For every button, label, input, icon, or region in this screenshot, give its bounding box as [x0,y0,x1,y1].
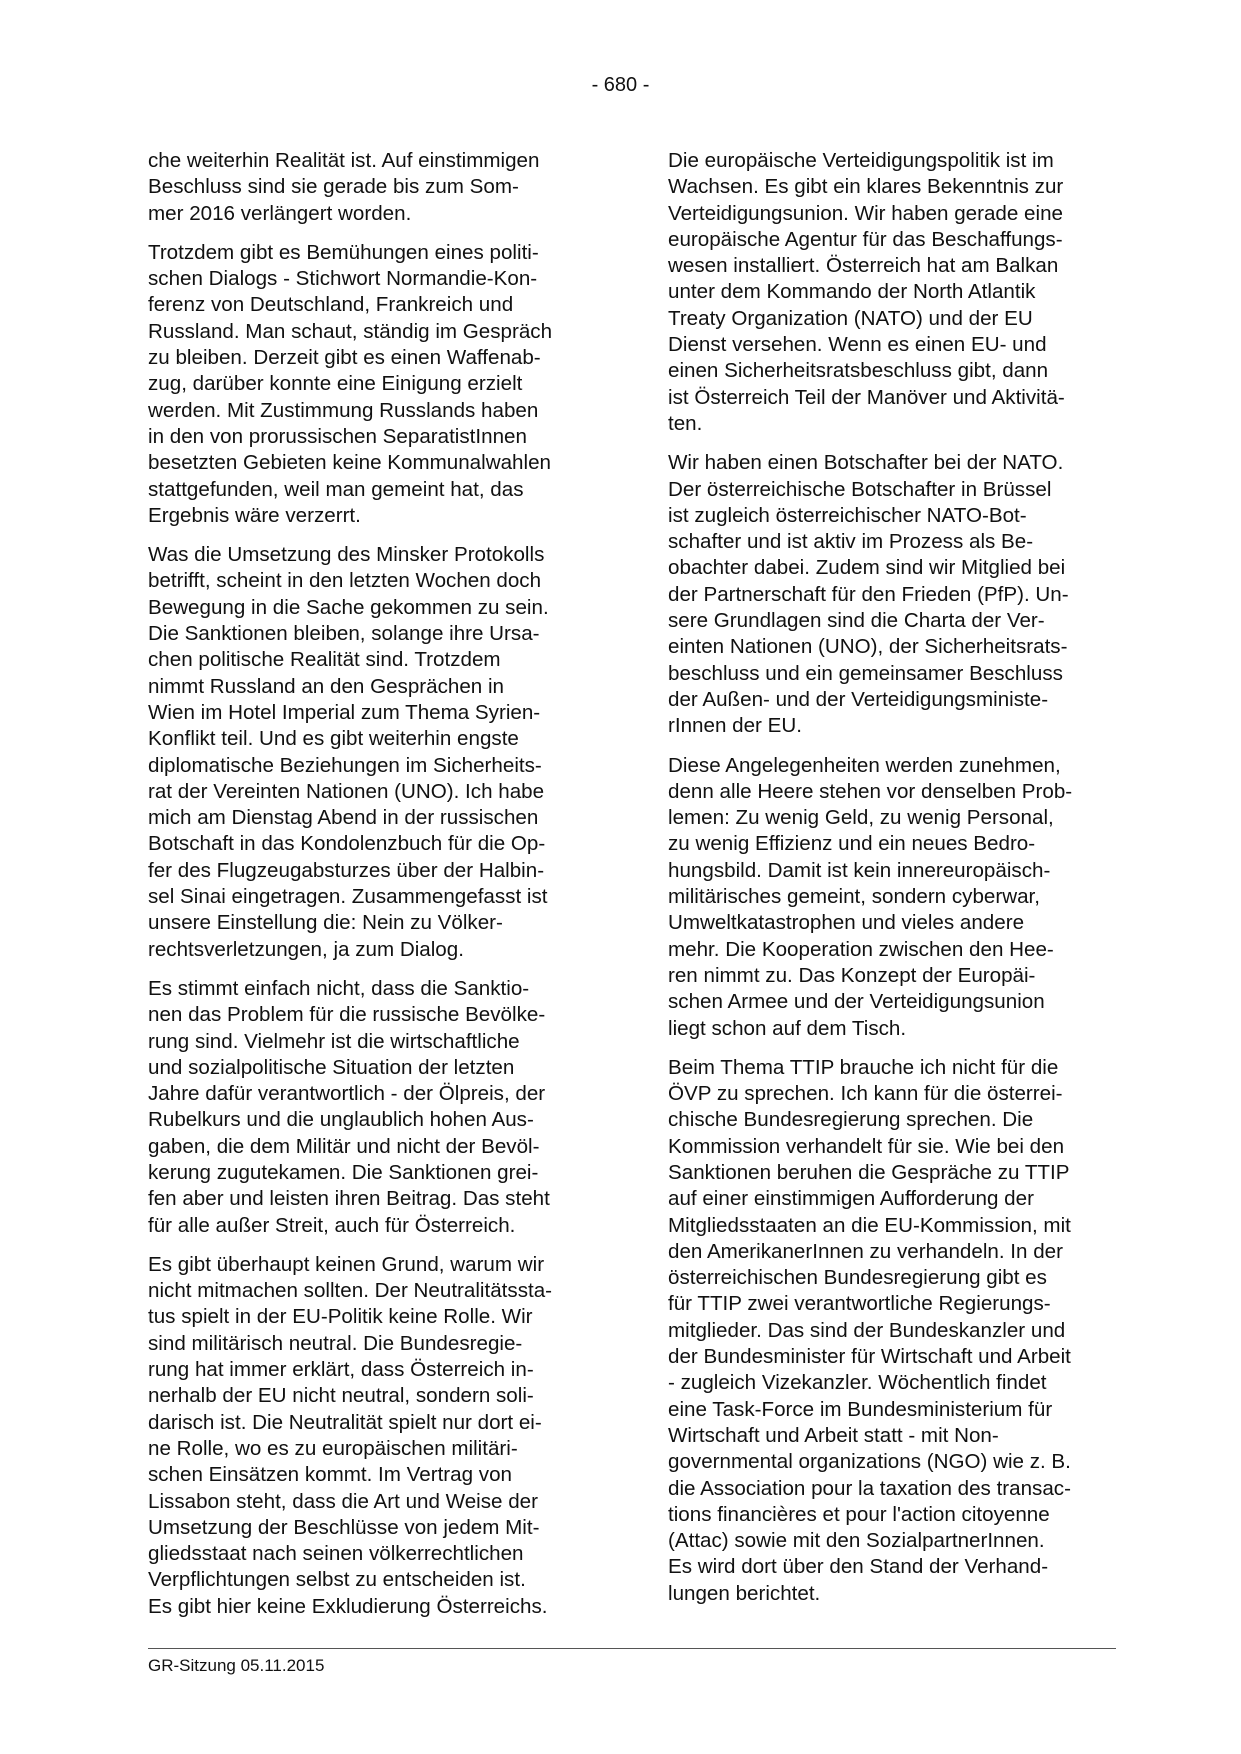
paragraph: Die europäische Verteidigungspolitik ist im Wachsen. Es gibt ein klares Bekenntnis zur Verteidigungsunion. Wir haben gerade eine europäische Agentur für das Beschaffungs- wesen installiert. Österreich hat am Balkan unter dem Kommando der North Atlantik Treaty Organization (NATO) und der EU Dienst versehen. Wenn es einen EU- und einen Sicherheitsratsbeschluss gibt, dann ist Österreich Teil der Manöver und Aktivitä- ten. [668,149,1065,435]
footer-divider [148,1648,1116,1649]
paragraph: Es gibt überhaupt keinen Grund, warum wir nicht mitmachen sollten. Der Neutralitätssta- tus spielt in der EU-Politik keine Rolle. Wir sind militärisch neutral. Die Bundesregie- rung hat immer erklärt, dass Österreich in- nerhalb der EU nicht neutral, sondern soli- darisch ist. Die Neutralität spielt nur dort ei- ne Rolle, wo es zu europäischen militäri- schen Einsätzen kommt. Im Vertrag von Lissabon steht, dass die Art und Weise der Umsetzung der Beschlüsse von jedem Mit- gliedsstaat nach seinen völkerrechtlichen Verpflichtungen selbst zu entscheiden ist. Es gibt hier keine Exkludierung Österreichs. [148,1252,553,1618]
page-number: - 680 - [591,74,650,96]
paragraph: Wir haben einen Botschafter bei der NATO. Der österreichische Botschafter in Brüssel ist zugleich österreichischer NATO-Bot- schafter und ist aktiv im Prozess als Be- obachter dabei. Zudem sind wir Mitglied bei der Partnerschaft für den Frieden (PfP). Un- sere Grundlagen sind die Charta der Ver- einten Nationen (UNO), der Sicherheitsrats- beschluss und ein gemeinsamer Beschluss der Außen- und der Verteidigungsministe- rInnen der EU. [668,451,1069,738]
paragraph: che weiterhin Realität ist. Auf einstimmigen Beschluss sind sie gerade bis zum Som- mer 2016 verlängert worden. [148,149,540,225]
paragraph: Beim Thema TTIP brauche ich nicht für die ÖVP zu sprechen. Ich kann für die österrei- chische Bundesregierung sprechen. Die Kommission verhandelt für sie. Wie bei den Sanktionen beruhen die Gespräche zu TTIP auf einer einstimmigen Aufforderung der Mitgliedsstaaten an die EU-Kommission, mit den AmerikanerInnen zu verhandeln. In der österreichischen Bundesregierung gibt es für TTIP zwei verantwortliche Regierungs- mitglieder. Das sind der Bundeskanzler und der Bundesminister für Wirtschaft und Arbeit - zugleich Vizekanzler. Wöchentlich findet eine Task-Force im Bundesministerium für Wirtschaft und Arbeit statt - mit Non- governmental organizations (NGO) wie z. B. die Association pour la taxation des transac- tions financières et pour l'action citoyenne (Attac) sowie mit den SozialpartnerInnen. Es wird dort über den Stand der Verhand- lungen berichtet. [668,1055,1071,1605]
paragraph: Was die Umsetzung des Minsker Protokolls betrifft, scheint in den letzten Wochen doch Bewegung in die Sache gekommen zu sein. Die Sanktionen bleiben, solange ihre Ursa- chen politische Realität sind. Trotzdem nimmt Russland an den Gesprächen in Wien im Hotel Imperial zum Thema Syrien- Konflikt teil. Und es gibt weiterhin engste diplomatische Beziehungen im Sicherheits- rat der Vereinten Nationen (UNO). Ich habe mich am Dienstag Abend in der russischen Botschaft in das Kondolenzbuch für die Op- fer des Flugzeugabsturzes über der Halbin- sel Sinai eingetragen. Zusammengefasst ist unsere Einstellung die: Nein zu Völker- rechtsverletzungen, ja zum Dialog. [148,543,549,961]
paragraph: Diese Angelegenheiten werden zunehmen, denn alle Heere stehen vor denselben Prob- lemen: Zu wenig Geld, zu wenig Personal, zu wenig Effizienz und ein neues Bedro- hungsbild. Damit ist kein innereuropäisch- militärisches gemeint, sondern cyberwar, Umweltkatastrophen und vieles andere mehr. Die Kooperation zwischen den Hee- ren nimmt zu. Das Konzept der Europäi- schen Armee und der Verteidigungsunion liegt schon auf dem Tisch. [668,753,1073,1040]
paragraph: Es stimmt einfach nicht, dass die Sanktio- nen das Problem für die russische Bevölke- rung sind. Vielmehr ist die wirtschaftliche und sozialpolitische Situation der letzten Jahre dafür verantwortlich - der Ölpreis, der Rubelkurs und die unglaublich hohen Aus- gaben, die dem Militär und nicht der Bevöl- kerung zugutekamen. Die Sanktionen grei- fen aber und leisten ihren Beitrag. Das steht für alle außer Streit, auch für Österreich. [148,976,550,1237]
left-column [148,148,600,1633]
right-column [668,148,1120,1620]
footer-session-date: GR-Sitzung 05.11.2015 [148,1656,325,1675]
paragraph: Trotzdem gibt es Bemühungen eines politi- schen Dialogs - Stichwort Normandie-Kon- ferenz von Deutschland, Frankreich und Russland. Man schaut, ständig im Gespräch zu bleiben. Derzeit gibt es einen Waffenab- zug, darüber konnte eine Einigung erzielt werden. Mit Zustimmung Russlands haben in den von prorussischen SeparatistInnen besetzten Gebieten keine Kommunalwahlen stattgefunden, weil man gemeint hat, das Ergebnis wäre verzerrt. [148,240,553,527]
